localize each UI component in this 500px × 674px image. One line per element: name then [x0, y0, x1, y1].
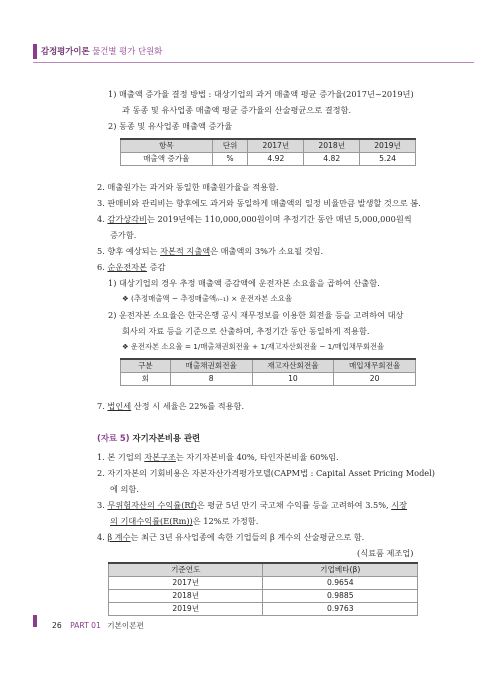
table-header: 구분	[121, 359, 171, 372]
header-chapter-title: 물건별 평가 단원화	[92, 46, 163, 56]
text-line: 과 동종 및 유사업종 매출액 평균 증가율의 산술평균으로 결정함.	[122, 105, 352, 115]
underlined-term: 순운전자본	[107, 262, 147, 272]
table-cell: 10	[252, 372, 334, 385]
table-header: 항목	[121, 139, 213, 152]
table-cell: 2019년	[109, 602, 263, 615]
table-cell: 2017년	[109, 576, 263, 589]
table-cell: 20	[334, 372, 416, 385]
sales-growth-table	[120, 138, 416, 166]
table-header: 2017년	[248, 139, 304, 152]
underlined-term: 의 기대수익률(E(Rm))	[110, 516, 193, 526]
table-cell: 0.9763	[263, 602, 418, 615]
footer-part: PART 01	[70, 621, 101, 630]
table-cell: 4.82	[304, 152, 360, 165]
table-header: 매입채무회전율	[334, 359, 416, 372]
text-line: 6. 순운전자본 증감	[97, 262, 166, 272]
table-cell: 5.24	[360, 152, 416, 165]
header-accent-bar	[33, 44, 37, 59]
header-book-title: 감정평가이론	[41, 46, 90, 56]
table-caption: (식료품 제조업)	[357, 548, 414, 558]
formula-line: ❖ 운전자본 소요율 = 1/매출채권회전율 + 1/재고자산회전율 − 1/매입채무회전율	[122, 342, 385, 351]
underlined-term: 자본적 지출액	[160, 246, 211, 256]
table-header: 재고자산회전율	[252, 359, 334, 372]
text-line: 2. 매출원가는 과거와 동일한 매출원가율을 적용함.	[97, 182, 279, 192]
table-cell: 4.92	[248, 152, 304, 165]
table-header: 단위	[212, 139, 248, 152]
text-line: 2) 동종 및 유사업종 매출액 증가율	[108, 121, 233, 131]
underlined-term: 무위험자산의 수익률(Rf)	[107, 500, 197, 510]
page-number: 26	[52, 621, 62, 630]
table-cell: 2018년	[109, 589, 263, 602]
table-cell: 0.9885	[263, 589, 418, 602]
text-line: 5. 향후 예상되는 자본적 지출액은 매출액의 3%가 소요될 것임.	[97, 246, 324, 256]
text-line: 2) 운전자본 소요율은 한국은행 공시 재무정보를 이용한 회전율 등을 고려하여 대상	[108, 310, 404, 320]
table-header: 기업베타(β)	[263, 563, 418, 576]
text-line: 7. 법인세 산정 시 세율은 22%를 적용함.	[97, 401, 245, 411]
underlined-term: 자본구조	[144, 452, 176, 462]
footer-accent-bar	[33, 615, 37, 627]
page-footer	[52, 620, 144, 631]
text-line: 의 기대수익률(E(Rm))은 12%로 가정함.	[110, 516, 259, 526]
underlined-term: 감가상각비	[107, 214, 147, 224]
underlined-term: β 계수	[107, 532, 131, 542]
table-header: 2018년	[304, 139, 360, 152]
running-header	[41, 44, 162, 59]
table-header: 2019년	[360, 139, 416, 152]
header-rule	[33, 62, 474, 63]
formula-line: ❖ (추정매출액 − 추정매출액ₙ₋₁) × 운전자본 소요율	[122, 294, 293, 303]
table-header: 매출채권회전율	[170, 359, 252, 372]
text-line: 1) 대상기업의 경우 추정 매출액 증감액에 운전자본 소요율을 곱하여 산출함.	[108, 278, 380, 288]
table-cell: 매출액 증가율	[121, 152, 213, 165]
underlined-term: 시장	[391, 500, 408, 510]
text-line: 4. β 계수는 최근 3년 유사업종에 속한 기업들의 β 계수의 산술평균으로 함.	[97, 532, 365, 542]
table-cell: 8	[170, 372, 252, 385]
table-cell: 0.9654	[263, 576, 418, 589]
text-line: 3. 무위험자산의 수익률(Rf)은 평균 5년 만기 국고채 수익률 등을 고려하여 3.5%, 시장	[97, 500, 408, 510]
text-line: 증가함.	[110, 230, 137, 240]
beta-table	[108, 562, 418, 616]
footer-title: 기본이론편	[107, 621, 144, 630]
text-line: 3. 판매비와 관리비는 향후에도 과거와 동일하게 매출액의 일정 비율만큼 발생할 것으로 봄.	[97, 198, 421, 208]
table-cell: %	[212, 152, 248, 165]
text-line: 4. 감가상각비는 2019년에는 110,000,000원이며 추정기간 동안 매년 5,000,000원씩	[97, 214, 412, 224]
table-cell: 회	[121, 372, 171, 385]
section-tag: (자료 5)	[97, 433, 130, 443]
table-header: 기준연도	[109, 563, 263, 576]
turnover-table	[120, 358, 416, 386]
text-line: 1. 본 기업의 자본구조는 자기자본비율 40%, 타인자본비율 60%임.	[97, 452, 339, 462]
underlined-term: 법인세	[107, 401, 132, 411]
section-heading: (자료 5) 자기자본비용 관련	[97, 433, 201, 443]
text-line: 에 의함.	[110, 484, 139, 494]
text-line: 1) 매출액 증가율 결정 방법 : 대상기업의 과거 매출액 평균 증가율(2017년~2019년)	[108, 89, 414, 99]
text-line: 회사의 자료 등을 기준으로 산출하며, 추정기간 동안 동일하게 적용함.	[122, 326, 370, 336]
text-line: 2. 자기자본의 기회비용은 자본자산가격평가모델(CAPM법 : Capital Asset Pricing Model)	[97, 468, 435, 478]
